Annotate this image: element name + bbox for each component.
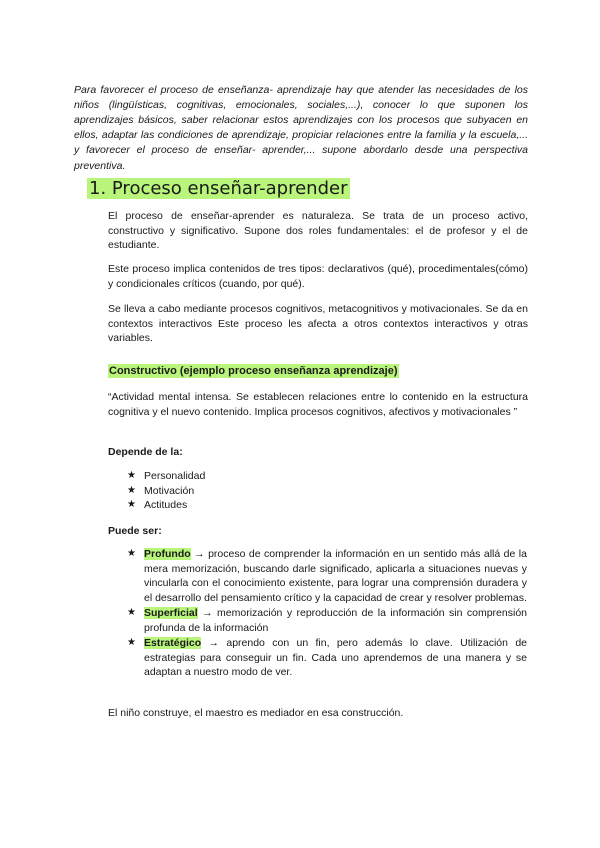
intro-paragraph: Para favorecer el proceso de enseñanza- aprendizaje hay que atender las necesidades de los niños (lingüísticas, cognitivas, emocionales, sociales,...), conocer lo que suponen los aprendizajes básicos, saber relacionar estos aprendizajes con los procesos que subyacen en ellos, adaptar las condiciones de aprendizaje, propiciar relaciones entre la familia y la escuela,... y favorecer el proceso de enseñar- aprender,... supone abordarlo desde una perspectiva preventiva. <box>74 83 528 172</box>
list-item <box>127 636 527 680</box>
list-item <box>127 498 527 513</box>
paragraph-2: Este proceso implica contenidos de tres tipos: declarativos (qué), procedimentales(cómo) y condicionales críticos (cuando, por qué). <box>108 263 528 290</box>
list-item <box>127 484 527 499</box>
star-icon: ★ <box>127 470 136 481</box>
depende-list <box>127 469 527 513</box>
puede-list <box>127 547 527 681</box>
star-icon: ★ <box>127 484 136 496</box>
section-heading <box>87 177 350 201</box>
list-item-text: memorización y reproducción de la información sin comprensión profunda de la información <box>144 607 527 634</box>
section-heading-text: 1. Proceso enseñar-aprender <box>89 178 348 199</box>
paragraph-3: Se lleva a cabo mediante procesos cognitivos, metacognitivos y motivacionales. Se da en contextos interactivos Este proceso les afecta a otros contextos interactivos y otras variables. <box>108 303 528 344</box>
list-item-text: Actitudes <box>144 499 188 511</box>
arrow-icon: → <box>197 607 218 619</box>
subsection-heading <box>108 365 399 377</box>
star-icon: ★ <box>127 607 136 618</box>
arrow-icon: → <box>201 637 227 649</box>
list-item <box>127 469 527 484</box>
term-profundo: Profundo <box>144 548 191 560</box>
puede-title: Puede ser: <box>108 525 162 537</box>
list-item <box>127 547 527 605</box>
star-icon: ★ <box>127 637 136 648</box>
closing-paragraph: El niño construye, el maestro es mediador en esa construcción. <box>108 707 404 719</box>
star-icon: ★ <box>127 548 136 559</box>
depende-title: Depende de la: <box>108 446 183 458</box>
list-item-text: aprendo con un fin, pero además lo clave. Utilización de estrategias para conseguir un fin. Cada uno aprendemos de una manera y se adaptan a nuestro modo de ver. <box>144 637 527 678</box>
term-superficial: Superficial <box>144 607 198 619</box>
subsection-heading-text: Constructivo (ejemplo proceso enseñanza aprendizaje) <box>109 365 398 377</box>
list-item-text: proceso de comprender la información en un sentido más allá de la mera memorización, buscando darle significado, aplicarla a situaciones nuevas y vincularla con el conocimiento existente, para lograr una comprensión duradera y el desarrollo del pensamiento crítico y la capacidad de crear y resolver problemas. <box>144 548 527 604</box>
quote-paragraph: “Actividad mental intensa. Se establecen relaciones entre lo contenido en la estructura cognitiva y el nuevo contenido. Implica procesos cognitivos, afectivos y motivacionales ” <box>108 391 528 418</box>
list-item-text: Motivación <box>144 484 195 497</box>
arrow-icon: → <box>190 548 209 560</box>
list-item-text: Personalidad <box>144 470 206 482</box>
list-item <box>127 606 527 635</box>
star-icon: ★ <box>127 499 136 510</box>
paragraph-1: El proceso de enseñar-aprender es naturaleza. Se trata de un proceso activo, constructivo y significativo. Supone dos roles fundamentales: el de profesor y el de estudiante. <box>108 210 528 251</box>
term-estrategico: Estratégico <box>144 637 202 649</box>
